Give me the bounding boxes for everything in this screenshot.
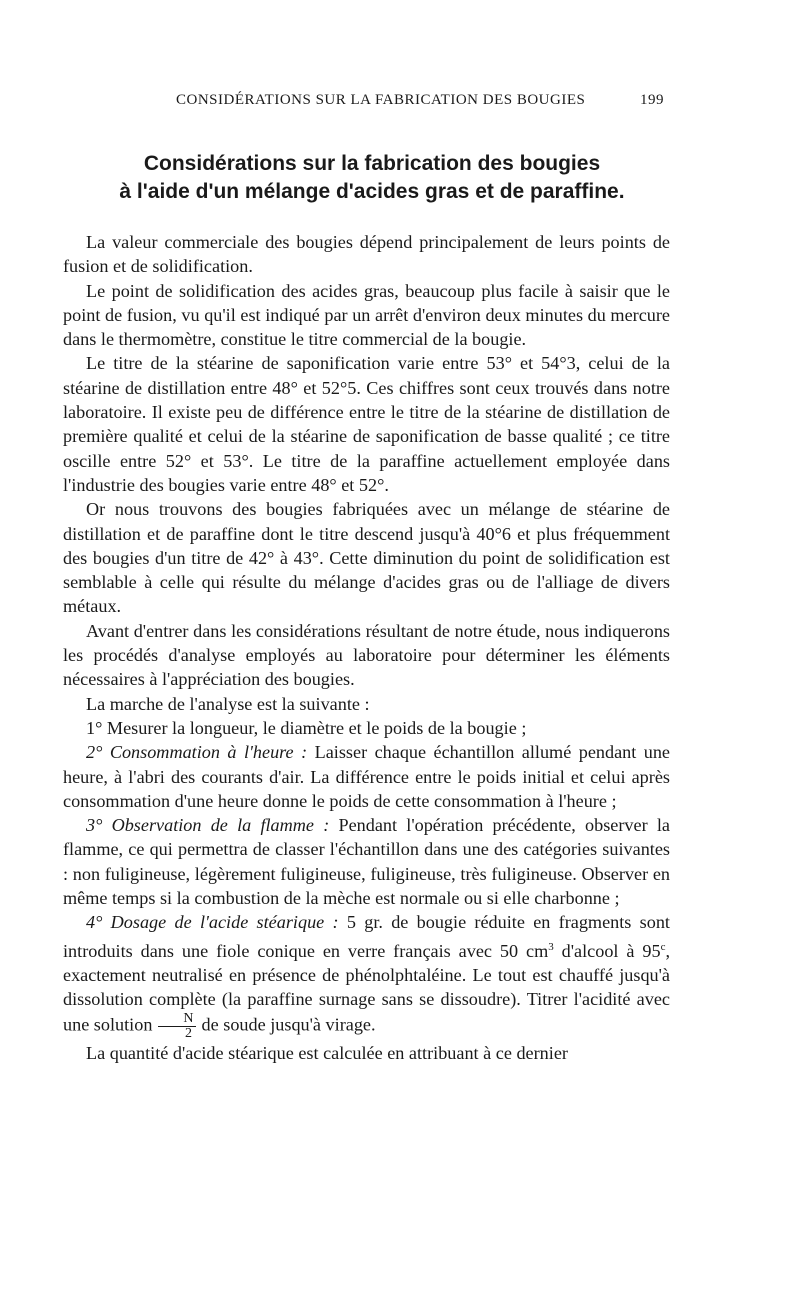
- article-title-line-1: Considérations sur la fabrication des bougies: [143, 152, 601, 175]
- list-item-4: [63, 910, 670, 1040]
- paragraph-4: Or nous trouvons des bougies fabriquées avec un mélange de stéarine de distillation et de paraffine dont le titre descend jusqu'à 40°6 et plus fréquemment des bougies d'un titre de 42° à 43°. Cette diminution du point de solidification est semblable à celle qui résulte du mélange d'acides gras ou de l'alliage de divers métaux.: [63, 499, 670, 617]
- list-item-4-label: 4° Dosage de l'acide stéarique :: [86, 912, 339, 933]
- list-item-3: [63, 813, 670, 910]
- list-item-1: 1° Mesurer la longueur, le diamètre et le poids de la bougie ;: [86, 717, 527, 738]
- list-item-4-text-c: , exactement neutralisé en présence de phénolphtaléine. Le tout est chauffé jusqu'à dissolution complète (la paraffine surnage sans se dissoudre). Titrer l'acidité avec une solution: [63, 940, 671, 1035]
- paragraph-5: Avant d'entrer dans les considérations résultant de notre étude, nous indiquerons les procédés d'analyse employés au laboratoire pour déterminer les éléments nécessaires à l'appréciation des bougies.: [63, 620, 670, 690]
- fraction-numerator: N: [158, 1012, 195, 1027]
- list-item-2-text: Laisser chaque échantillon allumé pendant une heure, à l'abri des courants d'air. La différence entre le poids initial et celui après consommation d'une heure donne le poids de cette consommation à l'heure ;: [63, 742, 671, 811]
- paragraph-6: La marche de l'analyse est la suivante :: [86, 693, 370, 714]
- article-title: [62, 150, 682, 206]
- running-title: CONSIDÉRATIONS SUR LA FABRICATION DES BOUGIES: [176, 92, 586, 108]
- article-title-line-2: à l'aide d'un mélange d'acides gras et de paraffine.: [119, 180, 625, 203]
- list-item-4-text-a: 5 gr. de bougie réduite en fragments sont introduits dans une fiole conique en verre français avec 50 cm: [63, 912, 670, 961]
- list-item-2: [63, 740, 670, 813]
- running-header: [0, 92, 800, 114]
- paragraph-1: La valeur commerciale des bougies dépend principalement de leurs points de fusion et de solidification.: [63, 232, 670, 277]
- list-item-4-text-d: de soude jusqu'à virage.: [201, 1014, 376, 1035]
- list-item-4-text-b: d'alcool à 95: [553, 940, 661, 961]
- page-number: 199: [640, 92, 664, 108]
- fraction-denominator: 2: [184, 1025, 192, 1041]
- paragraph-3: Le titre de la stéarine de saponification varie entre 53° et 54°3, celui de la stéarine de distillation entre 48° et 52°5. Ces chiffres sont ceux trouvés dans notre laboratoire. Il existe peu de différence entre le titre de la stéarine de distillation de première qualité et celui de la stéarine de saponification de basse qualité ; ce titre oscille entre 52° et 53°. Le titre de la paraffine actuellement employée dans l'industrie des bougies varie entre 48° et 52°.: [63, 353, 670, 495]
- list-item-3-label: 3° Observation de la flamme :: [86, 815, 330, 836]
- article-body: [63, 230, 670, 1065]
- list-item-3-text: Pendant l'opération précédente, observer la flamme, ce qui permettra de classer l'échantillon dans une des catégories suivantes : non fuligineuse, légèrement fuligineuse, fuligineuse, très fuligineuse. Observer en même temps si la combustion de la mèche est normale ou si elle charbonne ;: [63, 815, 670, 909]
- fraction-n-over-2: [158, 1012, 195, 1041]
- paragraph-2: Le point de solidification des acides gras, beaucoup plus facile à saisir que le point de fusion, vu qu'il est indiqué par un arrêt d'environ deux minutes du mercure dans le thermomètre, constitue le titre commercial de la bougie.: [63, 280, 670, 350]
- superscript-c: c: [660, 940, 666, 953]
- paragraph-7: La quantité d'acide stéarique est calculée en attribuant à ce dernier: [86, 1042, 568, 1063]
- list-item-2-label: 2° Consommation à l'heure :: [86, 742, 308, 763]
- superscript-cube: 3: [548, 940, 554, 953]
